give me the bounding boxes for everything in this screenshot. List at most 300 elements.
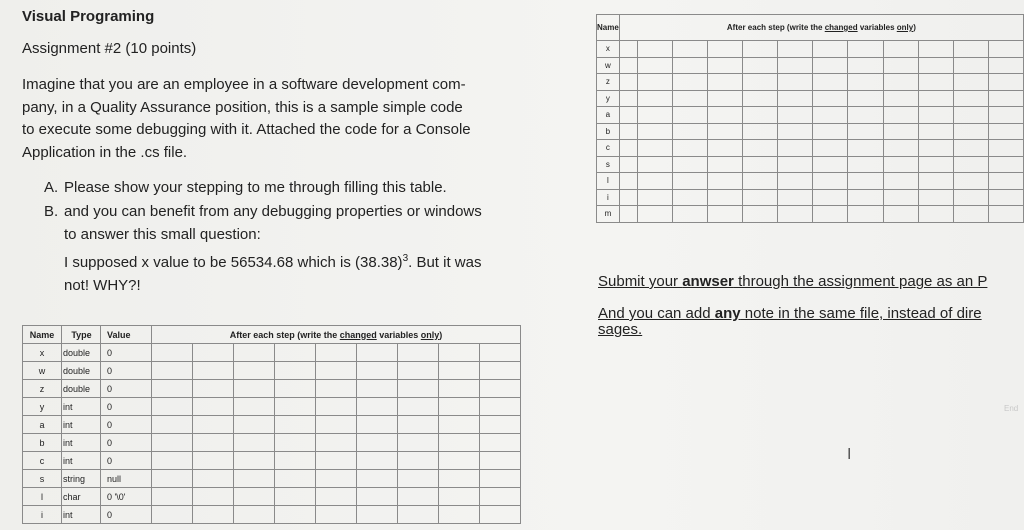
- step-cell[interactable]: [672, 140, 707, 157]
- header-steps-underline: changed: [824, 23, 858, 32]
- step-cell[interactable]: [316, 488, 357, 506]
- step-cell[interactable]: [193, 452, 234, 470]
- cell-name: x: [23, 344, 62, 362]
- step-cell[interactable]: [848, 107, 883, 124]
- step-cell[interactable]: [316, 470, 357, 488]
- step-cell[interactable]: [918, 189, 953, 206]
- step-cell[interactable]: [778, 74, 813, 91]
- step-cell[interactable]: [708, 123, 743, 140]
- step-cell[interactable]: [275, 488, 316, 506]
- step-cell[interactable]: [708, 173, 743, 190]
- step-cell[interactable]: [398, 416, 439, 434]
- table-row: [597, 189, 1024, 206]
- step-cell[interactable]: [778, 140, 813, 157]
- cell-type: char: [62, 488, 101, 506]
- cell-value: 0: [101, 380, 152, 398]
- step-cell[interactable]: [234, 398, 275, 416]
- cell-value: 0: [101, 452, 152, 470]
- step-cell[interactable]: [480, 488, 521, 506]
- step-cell[interactable]: [988, 107, 1023, 124]
- step-cell[interactable]: [708, 156, 743, 173]
- step-cell[interactable]: [918, 156, 953, 173]
- step-cell[interactable]: [152, 398, 193, 416]
- step-cell[interactable]: [193, 362, 234, 380]
- step-cell[interactable]: [357, 434, 398, 452]
- step-cell[interactable]: [234, 470, 275, 488]
- step-cell[interactable]: [672, 189, 707, 206]
- instruction-list: [44, 176, 544, 298]
- step-cell[interactable]: [883, 156, 918, 173]
- table-row: [23, 506, 521, 524]
- step-cell[interactable]: [152, 470, 193, 488]
- table-row: [23, 362, 521, 380]
- step-cell[interactable]: [918, 173, 953, 190]
- step-cell[interactable]: [275, 380, 316, 398]
- step-cell[interactable]: [619, 74, 637, 91]
- step-cell[interactable]: [953, 74, 988, 91]
- cell-type: int: [62, 398, 101, 416]
- step-cell[interactable]: [743, 140, 778, 157]
- cell-name: z: [23, 380, 62, 398]
- step-cell[interactable]: [813, 140, 848, 157]
- step-cell[interactable]: [988, 123, 1023, 140]
- step-cell[interactable]: [316, 344, 357, 362]
- step-cell[interactable]: [672, 206, 707, 223]
- submit-text: Submit your: [598, 273, 683, 290]
- header-value: Value: [101, 326, 152, 344]
- step-cell[interactable]: [439, 416, 480, 434]
- step-cell[interactable]: [813, 156, 848, 173]
- step-cell[interactable]: [398, 434, 439, 452]
- step-cell[interactable]: [708, 57, 743, 74]
- step-cell[interactable]: [848, 90, 883, 107]
- step-cell[interactable]: [619, 123, 637, 140]
- step-cell[interactable]: [234, 344, 275, 362]
- step-cell[interactable]: [672, 41, 707, 58]
- step-cell[interactable]: [316, 434, 357, 452]
- step-cell[interactable]: [848, 173, 883, 190]
- step-cell[interactable]: [708, 140, 743, 157]
- step-cell[interactable]: [672, 173, 707, 190]
- step-cell[interactable]: [848, 206, 883, 223]
- step-cell[interactable]: [672, 57, 707, 74]
- step-cell[interactable]: [439, 488, 480, 506]
- step-cell[interactable]: [480, 452, 521, 470]
- doc-subtitle: Assignment #2 (10 points): [22, 40, 197, 57]
- step-cell[interactable]: [848, 41, 883, 58]
- cell-value: 0: [101, 506, 152, 524]
- step-cell[interactable]: [743, 123, 778, 140]
- step-cell[interactable]: [480, 362, 521, 380]
- step-cell[interactable]: [708, 74, 743, 91]
- step-cell[interactable]: [743, 156, 778, 173]
- step-cell[interactable]: [619, 107, 637, 124]
- step-cell[interactable]: [672, 107, 707, 124]
- step-cell[interactable]: [357, 380, 398, 398]
- cell-name: z: [597, 74, 620, 91]
- step-cell[interactable]: [637, 123, 672, 140]
- cell-type: double: [62, 344, 101, 362]
- cell-type: double: [62, 380, 101, 398]
- submit-line-1: [598, 266, 1024, 298]
- step-cell[interactable]: [813, 123, 848, 140]
- table-row: [597, 140, 1024, 157]
- step-cell[interactable]: [357, 506, 398, 524]
- cell-name: b: [23, 434, 62, 452]
- step-cell[interactable]: [778, 206, 813, 223]
- cell-name: i: [23, 506, 62, 524]
- step-cell[interactable]: [193, 380, 234, 398]
- instruction-b: [44, 200, 544, 224]
- step-cell[interactable]: [953, 41, 988, 58]
- header-steps-underline-2: only: [896, 23, 914, 32]
- step-cell[interactable]: [439, 380, 480, 398]
- submit-line-2: [598, 298, 1024, 330]
- step-cell[interactable]: [708, 41, 743, 58]
- step-cell[interactable]: [275, 344, 316, 362]
- cell-type: int: [62, 506, 101, 524]
- step-cell[interactable]: [848, 74, 883, 91]
- step-cell[interactable]: [918, 107, 953, 124]
- step-cell[interactable]: [439, 506, 480, 524]
- step-cell[interactable]: [953, 123, 988, 140]
- step-cell[interactable]: [883, 107, 918, 124]
- step-cell[interactable]: [672, 74, 707, 91]
- paragraph-line: Imagine that you are an employee in a software development com-: [22, 76, 466, 93]
- right-variables-table: [596, 14, 1024, 223]
- question-text: I supposed x value to be 56534.68 which is (38.38): [64, 253, 403, 271]
- step-cell[interactable]: [637, 74, 672, 91]
- step-cell[interactable]: [316, 380, 357, 398]
- step-cell[interactable]: [988, 156, 1023, 173]
- table-row: [597, 123, 1024, 140]
- submit-text-end: through the assignment page as an P: [733, 273, 988, 290]
- step-cell[interactable]: [193, 506, 234, 524]
- step-cell[interactable]: [619, 41, 637, 58]
- step-cell[interactable]: [275, 434, 316, 452]
- step-cell[interactable]: [743, 189, 778, 206]
- step-cell[interactable]: [398, 362, 439, 380]
- submit-bold: anwser: [682, 273, 734, 290]
- step-cell[interactable]: [708, 206, 743, 223]
- step-cell[interactable]: [480, 380, 521, 398]
- step-cell[interactable]: [672, 90, 707, 107]
- step-cell[interactable]: [778, 57, 813, 74]
- step-cell[interactable]: [439, 398, 480, 416]
- step-cell[interactable]: [152, 452, 193, 470]
- step-cell[interactable]: [813, 173, 848, 190]
- step-cell[interactable]: [848, 156, 883, 173]
- question-text-end: . But it was: [408, 253, 482, 271]
- step-cell[interactable]: [357, 488, 398, 506]
- step-cell[interactable]: [480, 416, 521, 434]
- step-cell[interactable]: [883, 90, 918, 107]
- step-cell[interactable]: [480, 506, 521, 524]
- step-cell[interactable]: [275, 470, 316, 488]
- step-cell[interactable]: [883, 74, 918, 91]
- header-steps-text: After each step (write the: [726, 23, 825, 32]
- step-cell[interactable]: [152, 362, 193, 380]
- step-cell[interactable]: [778, 173, 813, 190]
- step-cell[interactable]: [619, 140, 637, 157]
- step-cell[interactable]: [778, 41, 813, 58]
- step-cell[interactable]: [637, 156, 672, 173]
- step-cell[interactable]: [193, 344, 234, 362]
- step-cell[interactable]: [439, 344, 480, 362]
- step-cell[interactable]: [193, 470, 234, 488]
- step-cell[interactable]: [743, 41, 778, 58]
- step-cell[interactable]: [883, 123, 918, 140]
- step-cell[interactable]: [637, 189, 672, 206]
- paragraph-line: to execute some debugging with it. Attached the code for a Console: [22, 121, 471, 138]
- submit-text-end: note in the same file, instead of dire: [740, 305, 982, 322]
- step-cell[interactable]: [480, 470, 521, 488]
- step-cell[interactable]: [398, 488, 439, 506]
- step-cell[interactable]: [743, 90, 778, 107]
- step-cell[interactable]: [918, 74, 953, 91]
- step-cell[interactable]: [672, 156, 707, 173]
- step-cell[interactable]: [988, 74, 1023, 91]
- step-cell[interactable]: [398, 452, 439, 470]
- step-cell[interactable]: [988, 206, 1023, 223]
- submit-bold: any: [714, 305, 741, 322]
- step-cell[interactable]: [398, 470, 439, 488]
- text-cursor-icon: I: [847, 446, 852, 463]
- step-cell[interactable]: [813, 41, 848, 58]
- step-cell[interactable]: [953, 206, 988, 223]
- step-cell[interactable]: [439, 362, 480, 380]
- step-cell[interactable]: [637, 57, 672, 74]
- step-cell[interactable]: [953, 57, 988, 74]
- step-cell[interactable]: [778, 107, 813, 124]
- step-cell[interactable]: [883, 41, 918, 58]
- step-cell[interactable]: [778, 156, 813, 173]
- step-cell[interactable]: [152, 344, 193, 362]
- step-cell[interactable]: [743, 107, 778, 124]
- cell-name: s: [23, 470, 62, 488]
- doc-title: Visual Programing: [22, 8, 155, 25]
- step-cell[interactable]: [619, 173, 637, 190]
- step-cell[interactable]: [848, 189, 883, 206]
- step-cell[interactable]: [778, 90, 813, 107]
- step-cell[interactable]: [848, 123, 883, 140]
- header-name: Name: [23, 326, 62, 344]
- submit-text: And you can add: [598, 305, 715, 322]
- step-cell[interactable]: [708, 189, 743, 206]
- cell-name: x: [597, 41, 620, 58]
- cell-value: 0: [101, 362, 152, 380]
- step-cell[interactable]: [316, 452, 357, 470]
- cell-name: a: [23, 416, 62, 434]
- step-cell[interactable]: [953, 107, 988, 124]
- step-cell[interactable]: [439, 452, 480, 470]
- step-cell[interactable]: [357, 452, 398, 470]
- step-cell[interactable]: [813, 57, 848, 74]
- item-text: and you can benefit from any debugging properties or windows: [64, 202, 482, 220]
- step-cell[interactable]: [152, 380, 193, 398]
- cell-name: c: [23, 452, 62, 470]
- step-cell[interactable]: [619, 156, 637, 173]
- step-cell[interactable]: [193, 488, 234, 506]
- item-label: B.: [44, 202, 59, 220]
- step-cell[interactable]: [883, 206, 918, 223]
- submit-text: sages.: [598, 321, 643, 338]
- step-cell[interactable]: [953, 189, 988, 206]
- step-cell[interactable]: [439, 434, 480, 452]
- step-cell[interactable]: [778, 123, 813, 140]
- step-cell[interactable]: [152, 488, 193, 506]
- step-cell[interactable]: [193, 416, 234, 434]
- cell-name: y: [597, 90, 620, 107]
- question-exponent: 3: [402, 252, 409, 264]
- step-cell[interactable]: [883, 140, 918, 157]
- item-label: A.: [44, 179, 59, 196]
- table-row: [23, 398, 521, 416]
- step-cell[interactable]: [918, 57, 953, 74]
- step-cell[interactable]: [988, 41, 1023, 58]
- step-cell[interactable]: [234, 362, 275, 380]
- step-cell[interactable]: [619, 206, 637, 223]
- step-cell[interactable]: [439, 470, 480, 488]
- submission-note: [598, 266, 1024, 338]
- step-cell[interactable]: [357, 398, 398, 416]
- step-cell[interactable]: [883, 173, 918, 190]
- cell-name: l: [23, 488, 62, 506]
- item-text: Please show your stepping to me through filling this table.: [64, 179, 447, 196]
- step-cell[interactable]: [708, 107, 743, 124]
- step-cell[interactable]: [398, 380, 439, 398]
- step-cell[interactable]: [988, 189, 1023, 206]
- header-steps-text-2: variables: [857, 23, 897, 32]
- table-row: [597, 57, 1024, 74]
- paragraph-line: Application in the .cs file.: [22, 143, 188, 161]
- header-steps-text-3: ): [913, 23, 916, 32]
- step-cell[interactable]: [193, 434, 234, 452]
- step-cell[interactable]: [480, 344, 521, 362]
- step-cell[interactable]: [637, 90, 672, 107]
- step-cell[interactable]: [848, 57, 883, 74]
- step-cell[interactable]: [234, 380, 275, 398]
- step-cell[interactable]: [234, 434, 275, 452]
- header-steps-text-3: ): [439, 329, 443, 340]
- step-cell[interactable]: [637, 140, 672, 157]
- step-cell[interactable]: [953, 90, 988, 107]
- step-cell[interactable]: [743, 74, 778, 91]
- step-cell[interactable]: [743, 206, 778, 223]
- table-row: [23, 344, 521, 362]
- step-cell[interactable]: [988, 90, 1023, 107]
- step-cell[interactable]: [637, 206, 672, 223]
- step-cell[interactable]: [152, 434, 193, 452]
- step-cell[interactable]: [848, 140, 883, 157]
- step-cell[interactable]: [883, 189, 918, 206]
- step-cell[interactable]: [953, 156, 988, 173]
- step-cell[interactable]: [743, 57, 778, 74]
- step-cell[interactable]: [637, 41, 672, 58]
- step-cell[interactable]: [357, 362, 398, 380]
- step-cell[interactable]: [813, 90, 848, 107]
- step-cell[interactable]: [316, 362, 357, 380]
- step-cell[interactable]: [619, 90, 637, 107]
- step-cell[interactable]: [275, 452, 316, 470]
- step-cell[interactable]: [988, 140, 1023, 157]
- step-cell[interactable]: [778, 189, 813, 206]
- step-cell[interactable]: [988, 173, 1023, 190]
- step-cell[interactable]: [743, 173, 778, 190]
- step-cell[interactable]: [813, 74, 848, 91]
- step-cell[interactable]: [813, 107, 848, 124]
- step-cell[interactable]: [637, 107, 672, 124]
- step-cell[interactable]: [275, 362, 316, 380]
- step-cell[interactable]: [275, 506, 316, 524]
- step-cell[interactable]: [357, 344, 398, 362]
- table-row: [597, 90, 1024, 107]
- question-line: [44, 247, 544, 275]
- step-cell[interactable]: [619, 189, 637, 206]
- step-cell[interactable]: [152, 416, 193, 434]
- step-cell[interactable]: [357, 416, 398, 434]
- cell-name: a: [597, 107, 620, 124]
- instruction-a: [44, 176, 544, 200]
- step-cell[interactable]: [193, 398, 234, 416]
- step-cell[interactable]: [918, 206, 953, 223]
- table-row: [597, 74, 1024, 91]
- step-cell[interactable]: [357, 470, 398, 488]
- step-cell[interactable]: [918, 90, 953, 107]
- cell-value: 0 '\0': [101, 488, 152, 506]
- step-cell[interactable]: [316, 398, 357, 416]
- step-cell[interactable]: [988, 57, 1023, 74]
- step-cell[interactable]: [152, 506, 193, 524]
- step-cell[interactable]: [918, 41, 953, 58]
- step-cell[interactable]: [234, 452, 275, 470]
- cell-type: int: [62, 416, 101, 434]
- step-cell[interactable]: [275, 398, 316, 416]
- step-cell[interactable]: [275, 416, 316, 434]
- step-cell[interactable]: [953, 140, 988, 157]
- step-cell[interactable]: [398, 398, 439, 416]
- step-cell[interactable]: [234, 416, 275, 434]
- step-cell[interactable]: [953, 173, 988, 190]
- step-cell[interactable]: [813, 189, 848, 206]
- cell-type: int: [62, 434, 101, 452]
- step-cell[interactable]: [918, 123, 953, 140]
- step-cell[interactable]: [883, 57, 918, 74]
- step-cell[interactable]: [316, 506, 357, 524]
- step-cell[interactable]: [480, 434, 521, 452]
- question-line-2: not! WHY?!: [64, 277, 141, 294]
- step-cell[interactable]: [672, 123, 707, 140]
- table-row: [597, 156, 1024, 173]
- step-cell[interactable]: [619, 57, 637, 74]
- step-cell[interactable]: [813, 206, 848, 223]
- step-cell[interactable]: [708, 90, 743, 107]
- step-cell[interactable]: [637, 173, 672, 190]
- cell-type: double: [62, 362, 101, 380]
- step-cell[interactable]: [918, 140, 953, 157]
- step-cell[interactable]: [234, 488, 275, 506]
- cell-name: l: [597, 173, 620, 190]
- step-cell[interactable]: [398, 344, 439, 362]
- step-cell[interactable]: [480, 398, 521, 416]
- table-row: [23, 416, 521, 434]
- intro-paragraph: [22, 74, 542, 164]
- step-cell[interactable]: [234, 506, 275, 524]
- step-cell[interactable]: [398, 506, 439, 524]
- table-row: [23, 434, 521, 452]
- step-cell[interactable]: [316, 416, 357, 434]
- cell-name: s: [597, 156, 620, 173]
